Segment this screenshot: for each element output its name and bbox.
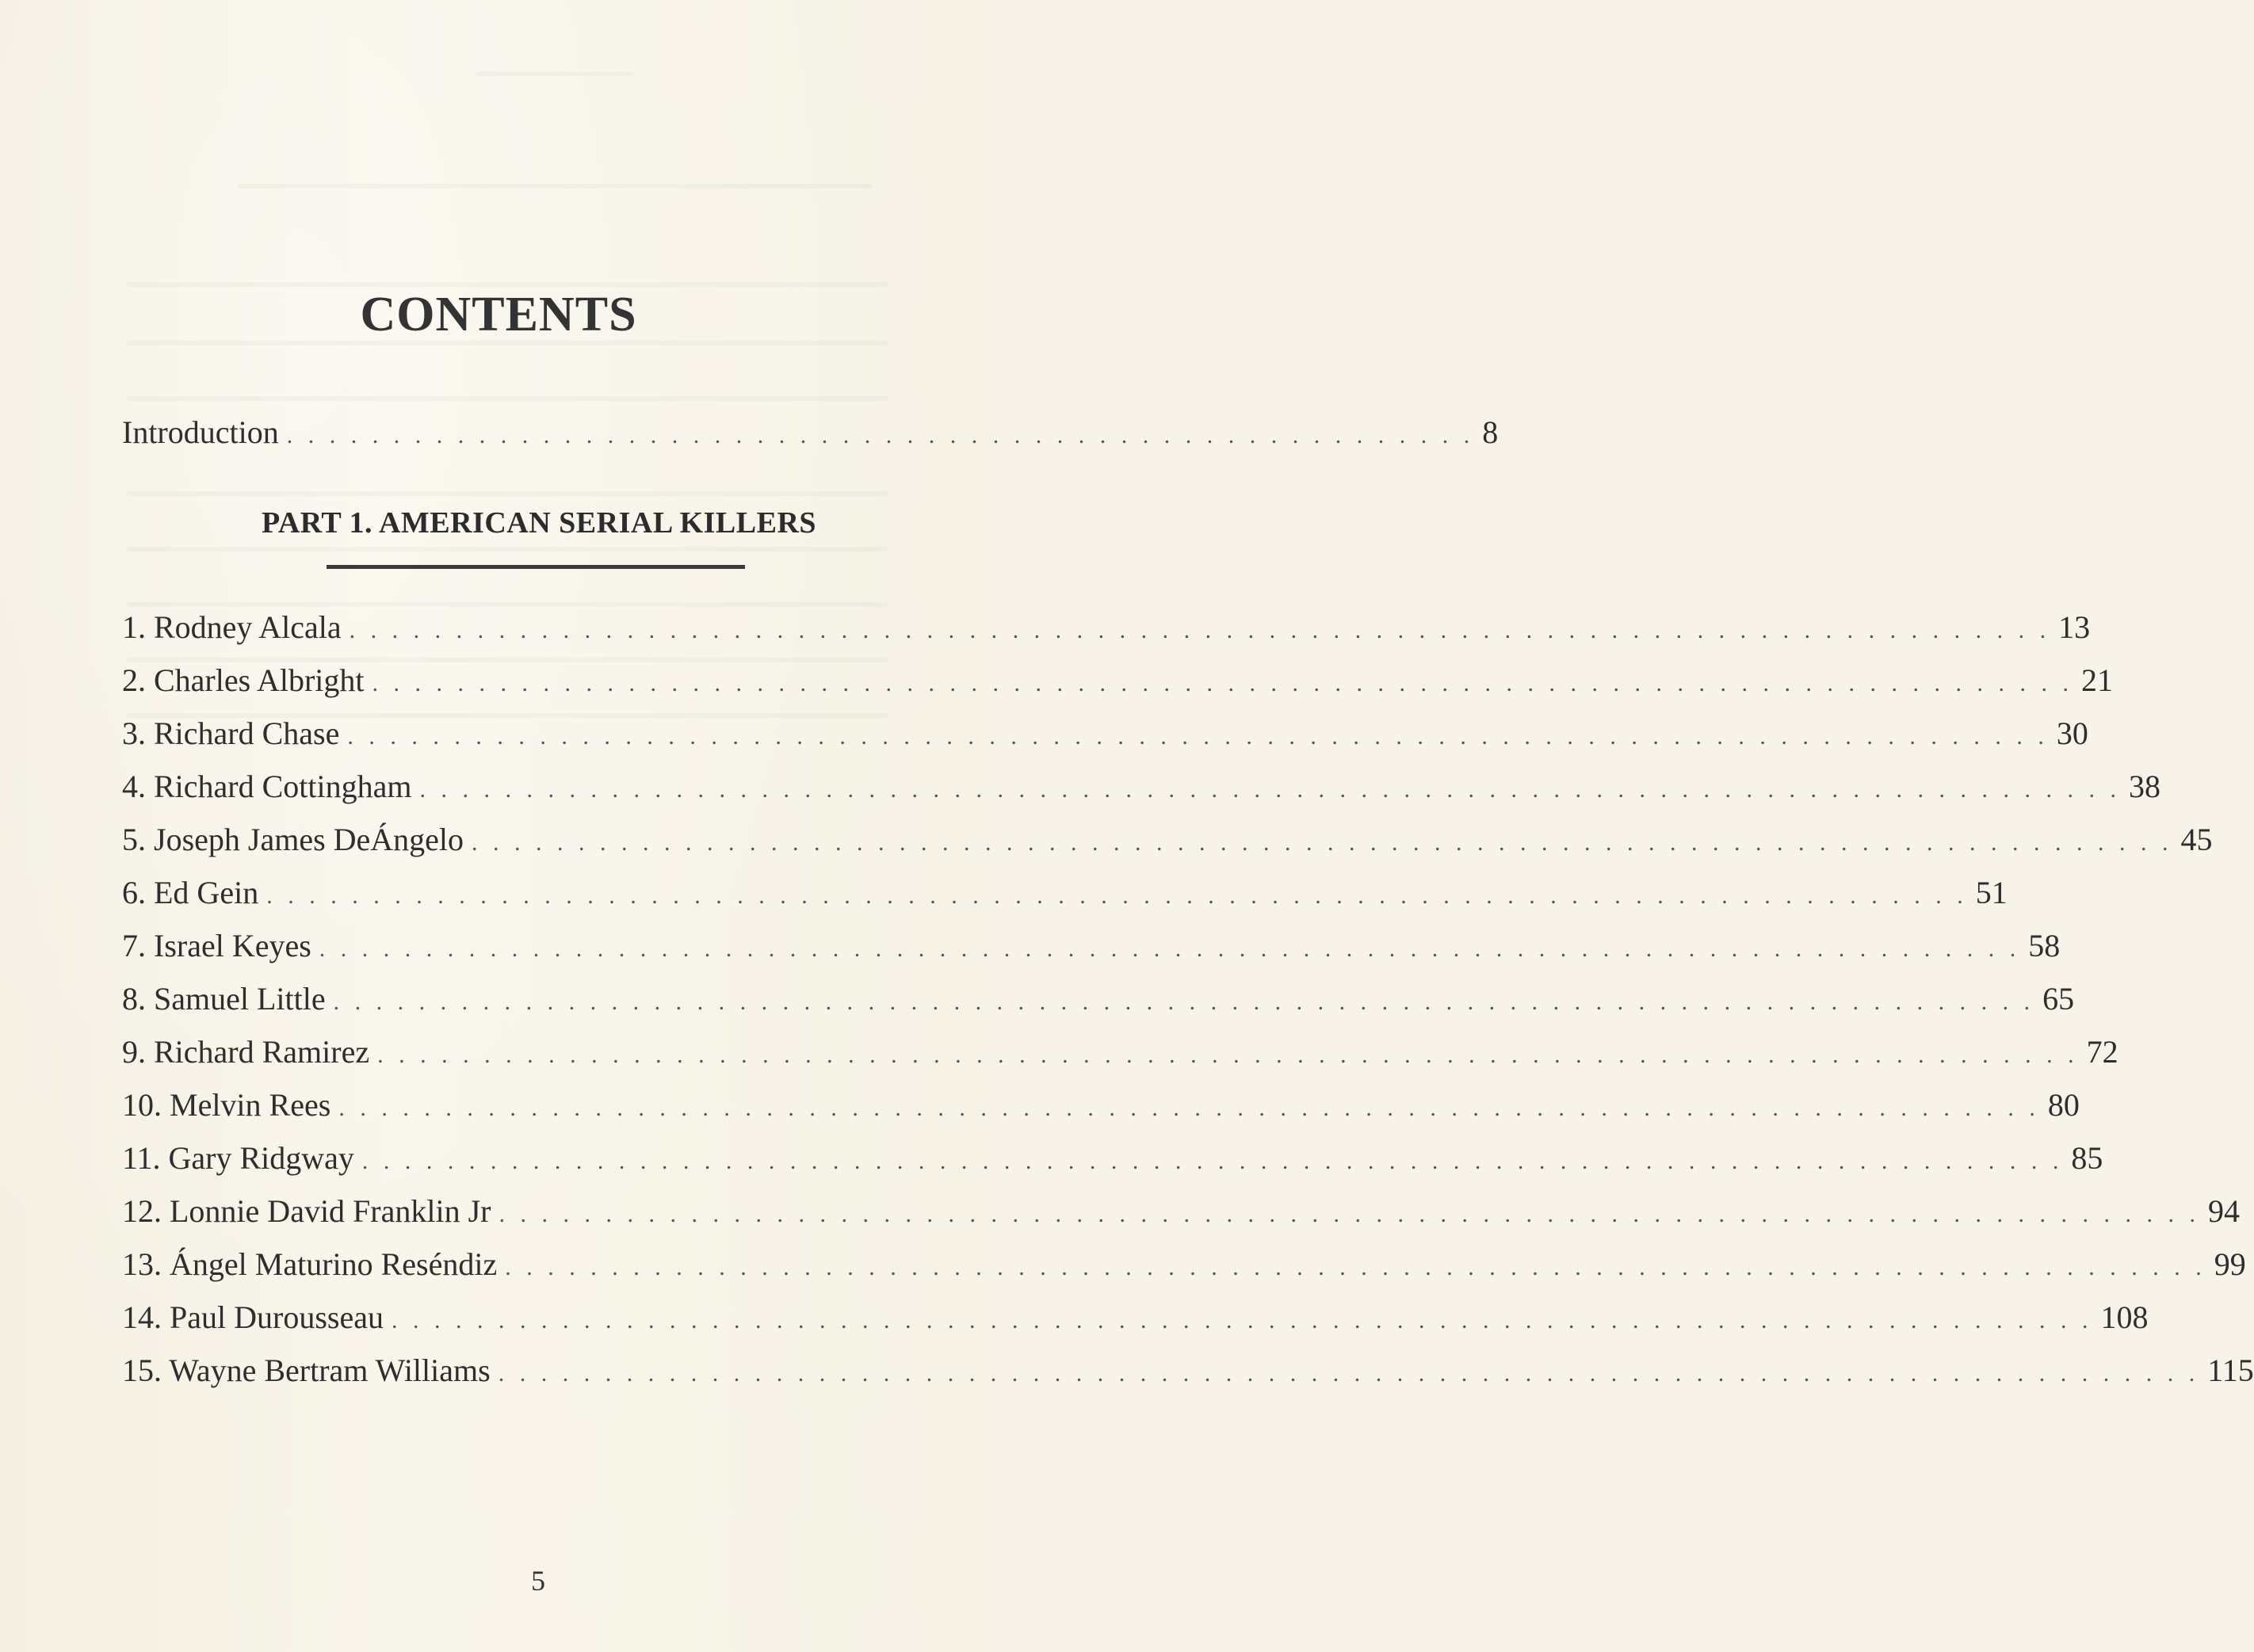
toc-entry: [122, 662, 2114, 703]
dot-leader: . . . . . . . . . . . . . . . . . . . . . . . . . . . . . . . . . . . . . . . . . . . . . . . . . . . . . . . . . . . . . . . . . . . . . . . . . . . . . . . .: [347, 723, 2049, 750]
dot-leader: . . . . . . . . . . . . . . . . . . . . . . . . . . . . . . . . . . . . . . . . . . . . . . . . . . . . . . . . . . . . . . . . . . . . . . . . . . . . . . . .: [505, 1254, 2206, 1280]
toc-entry-page: 51: [1975, 875, 2008, 910]
show-through-line: [127, 491, 888, 496]
dot-leader: . . . . . . . . . . . . . . . . . . . . . . . . . . . . . . . . . . . . . . . . . . . . . . . . . . . . . . . . . . . . . . . . . . . . . . . . . . . . . . . .: [472, 830, 2173, 856]
dot-leader: . . . . . . . . . . . . . . . . . . . . . . . . . . . . . . . . . . . . . . . . . . . . . . . . . . . . . . . . . . . . . . . . . . . . . . . . . . . . . . . .: [319, 936, 2021, 962]
toc-entry-label: 14. Paul Durousseau: [122, 1299, 384, 1335]
show-through-line: [127, 602, 888, 607]
dot-leader: . . . . . . . . . . . . . . . . . . . . . . . . . . . . . . . . . . . . . . . . . . . . . . . . . . . . . . . . . . . . . . . . . . . . . . . . . . . . . . . .: [391, 1307, 2093, 1333]
toc-entry-label: 6. Ed Gein: [122, 875, 259, 910]
toc-entry: [122, 1352, 2254, 1393]
dot-leader: . . . . . . . . . . . . . . . . . . . . . . . . . . . . . . . . . . . . . . . . . . . . . . . . . . . . . . . . . . . . . . . . . . . . . . . . . . . . . . . .: [498, 1360, 2200, 1387]
toc-entry-introduction: [122, 414, 1499, 455]
show-through-line: [127, 396, 888, 401]
toc-entry-page: 38: [2129, 769, 2161, 804]
toc-entry-page: 99: [2214, 1246, 2246, 1282]
toc-entry-label: Introduction: [122, 414, 279, 450]
toc-entry-page: 45: [2180, 822, 2213, 857]
dot-leader: . . . . . . . . . . . . . . . . . . . . . . . . . . . . . . . . . . . . . . . . . . . . . . . . . . . . . . . .: [286, 422, 1475, 448]
toc-entry-label: 2. Charles Albright: [122, 662, 365, 698]
heading-rule: [327, 565, 745, 569]
dot-leader: . . . . . . . . . . . . . . . . . . . . . . . . . . . . . . . . . . . . . . . . . . . . . . . . . . . . . . . . . . . . . . . . . . . . . . . . . . . . . . . .: [266, 883, 1968, 909]
toc-entry: [122, 1086, 2080, 1127]
toc-entry-label: 10. Melvin Rees: [122, 1087, 331, 1123]
toc-entry: [122, 715, 2088, 756]
toc-entry-page: 8: [1482, 414, 1499, 450]
show-through-line: [127, 547, 888, 551]
toc-entry-page: 108: [2100, 1299, 2149, 1335]
toc-entry-label: 11. Gary Ridgway: [122, 1140, 354, 1176]
toc-entry-page: 21: [2081, 662, 2114, 698]
dot-leader: . . . . . . . . . . . . . . . . . . . . . . . . . . . . . . . . . . . . . . . . . . . . . . . . . . . . . . . . . . . . . . . . . . . . . . . . . . . . . . . .: [499, 1201, 2200, 1227]
toc-entry-label: 1. Rodney Alcala: [122, 609, 342, 645]
toc-entry-page: 94: [2208, 1193, 2240, 1229]
toc-entry: [122, 874, 2008, 915]
toc-entry-label: 4. Richard Cottingham: [122, 769, 412, 804]
toc-entry-label: 7. Israel Keyes: [122, 928, 311, 963]
dot-leader: . . . . . . . . . . . . . . . . . . . . . . . . . . . . . . . . . . . . . . . . . . . . . . . . . . . . . . . . . . . . . . . . . . . . . . . . . . . . . . . .: [349, 617, 2051, 643]
page-number: 5: [531, 1565, 545, 1597]
toc-entry-label: 12. Lonnie David Franklin Jr: [122, 1193, 491, 1229]
toc-entry: [122, 1139, 2103, 1181]
toc-entry: [122, 821, 2213, 862]
dot-leader: . . . . . . . . . . . . . . . . . . . . . . . . . . . . . . . . . . . . . . . . . . . . . . . . . . . . . . . . . . . . . . . . . . . . . . . . . . . . . . . .: [372, 670, 2074, 696]
toc-entry: [122, 1299, 2149, 1340]
dot-leader: . . . . . . . . . . . . . . . . . . . . . . . . . . . . . . . . . . . . . . . . . . . . . . . . . . . . . . . . . . . . . . . . . . . . . . . . . . . . . . . .: [377, 1042, 2079, 1068]
toc-entry-page: 115: [2207, 1353, 2254, 1388]
toc-entry: [122, 927, 2061, 968]
toc-entry: [122, 980, 2075, 1021]
dot-leader: . . . . . . . . . . . . . . . . . . . . . . . . . . . . . . . . . . . . . . . . . . . . . . . . . . . . . . . . . . . . . . . . . . . . . . . . . . . . . . . .: [333, 989, 2035, 1015]
toc-entry-page: 13: [2058, 609, 2091, 645]
toc-entry-page: 72: [2086, 1034, 2118, 1070]
toc-entry-label: 3. Richard Chase: [122, 715, 340, 751]
show-through-line: [238, 184, 872, 189]
toc-entry: [122, 1033, 2118, 1074]
toc-entry: [122, 609, 2091, 650]
page-title: CONTENTS: [360, 287, 637, 341]
toc-entry: [122, 1192, 2240, 1234]
toc-entry-label: 8. Samuel Little: [122, 981, 326, 1017]
part-heading: PART 1. AMERICAN SERIAL KILLERS: [261, 506, 817, 540]
toc-entry-label: 15. Wayne Bertram Williams: [122, 1353, 491, 1388]
toc-entry: [122, 768, 2161, 809]
toc-entry-page: 85: [2071, 1140, 2103, 1176]
toc-entry-page: 65: [2042, 981, 2075, 1017]
toc-entry-page: 30: [2056, 715, 2088, 751]
toc-entry-label: 9. Richard Ramirez: [122, 1034, 370, 1070]
toc-entry-label: 13. Ángel Maturino Reséndiz: [122, 1246, 498, 1282]
show-through-line: [476, 71, 634, 76]
toc-entry: [122, 1246, 2246, 1287]
dot-leader: . . . . . . . . . . . . . . . . . . . . . . . . . . . . . . . . . . . . . . . . . . . . . . . . . . . . . . . . . . . . . . . . . . . . . . . . . . . . . . . .: [419, 776, 2122, 803]
dot-leader: . . . . . . . . . . . . . . . . . . . . . . . . . . . . . . . . . . . . . . . . . . . . . . . . . . . . . . . . . . . . . . . . . . . . . . . . . . . . . . . .: [338, 1095, 2040, 1121]
dot-leader: . . . . . . . . . . . . . . . . . . . . . . . . . . . . . . . . . . . . . . . . . . . . . . . . . . . . . . . . . . . . . . . . . . . . . . . . . . . . . . . .: [361, 1148, 2064, 1174]
toc-entry-label: 5. Joseph James DeÁngelo: [122, 822, 464, 857]
toc-entry-page: 80: [2047, 1087, 2080, 1123]
toc-entry-page: 58: [2028, 928, 2061, 963]
